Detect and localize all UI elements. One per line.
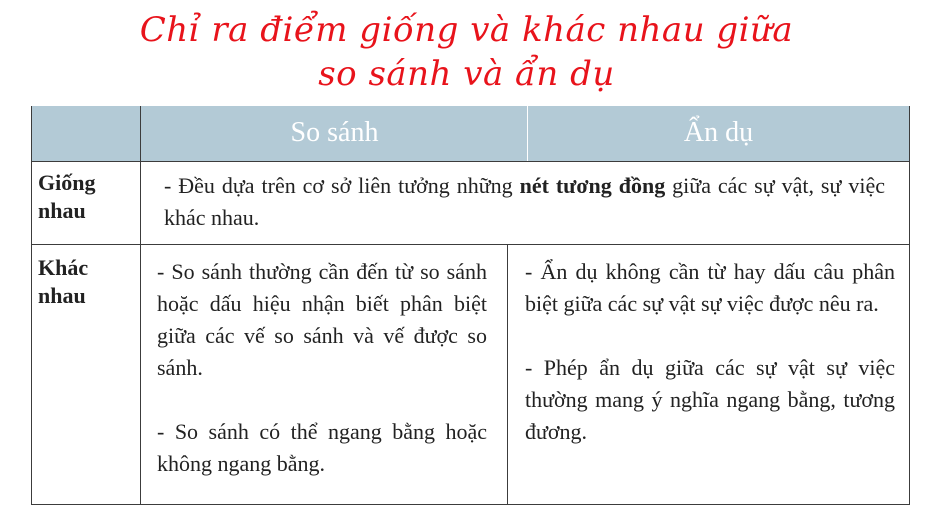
title-line-1: Chỉ ra điểm giống và khác nhau giữa bbox=[139, 10, 794, 50]
khac-nhau-so-sanh bbox=[157, 256, 487, 480]
table-border-right bbox=[909, 106, 910, 505]
header-divider bbox=[527, 106, 528, 161]
so-sanh-point: - So sánh thường cần đến từ so sánh hoặc dấu hiệu nhận biết phân biệt giữa các vế so sánh và vế được so sánh. bbox=[157, 259, 487, 380]
an-du-point: - Phép ẩn dụ giữa các sự vật sự việc thường mang ý nghĩa ngang bằng, tương đương. bbox=[525, 355, 895, 444]
header-so-sanh: So sánh bbox=[141, 106, 528, 161]
row-divider bbox=[31, 161, 910, 162]
giong-nhau-text bbox=[164, 170, 885, 234]
table-border-bottom bbox=[31, 504, 910, 505]
giong-nhau-paragraph bbox=[164, 170, 885, 234]
column-divider bbox=[140, 106, 141, 505]
giong-nhau-text-bold: nét tương đồng bbox=[519, 173, 666, 198]
giong-nhau-text-before: - Đều dựa trên cơ sở liên tưởng những bbox=[164, 173, 520, 198]
row-label-khac-nhau: Khác nhau bbox=[38, 255, 89, 308]
header-blank-cell bbox=[31, 106, 141, 161]
an-du-point: - Ẩn dụ không cần từ hay dấu câu phân biệt giữa các sự vật sự việc được nêu ra. bbox=[525, 259, 895, 316]
column-divider bbox=[507, 244, 508, 505]
so-sanh-point: - So sánh có thể ngang bằng hoặc không ngang bằng. bbox=[157, 419, 487, 476]
title-line-2: so sánh và ẩn dụ bbox=[318, 54, 615, 94]
header-an-du: Ẩn dụ bbox=[528, 106, 909, 161]
slide-title bbox=[0, 8, 933, 96]
giong-nhau-text-after: giữa các sự vật, sự việc khác nhau. bbox=[164, 173, 885, 230]
khac-nhau-an-du bbox=[525, 256, 895, 448]
row-divider bbox=[31, 244, 910, 245]
row-label-giong-nhau: Giống nhau bbox=[38, 170, 96, 223]
